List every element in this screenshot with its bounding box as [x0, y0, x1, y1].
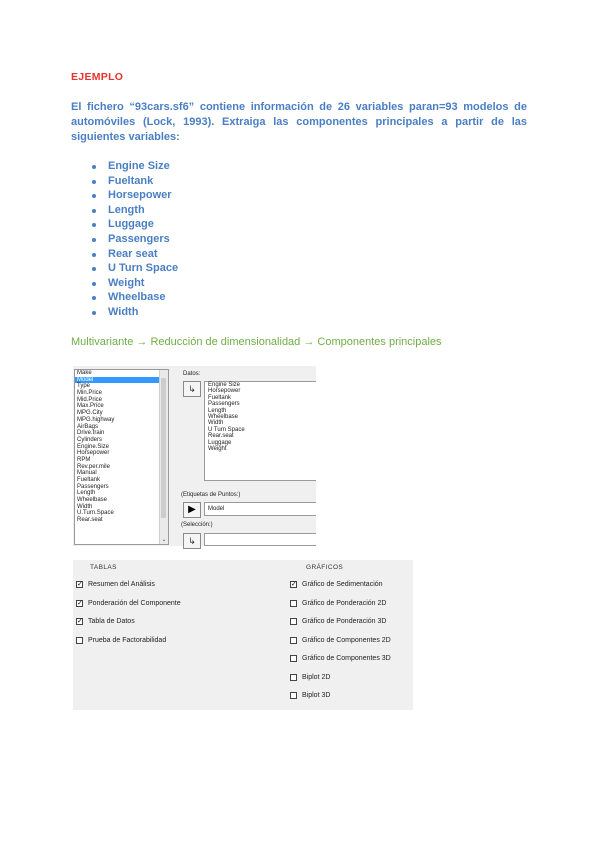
datos-label: Datos:	[183, 371, 201, 377]
variable-list-item[interactable]: Min.Price	[77, 390, 103, 397]
checkbox-unchecked[interactable]	[290, 637, 297, 644]
variable-list-item[interactable]: RPM	[77, 456, 91, 463]
option-label: Tabla de Datos	[88, 618, 135, 625]
variable-list-item[interactable]: Drive.train	[77, 430, 105, 437]
etiquetas-label: (Etiquetas de Puntos:)	[181, 492, 241, 498]
variable-item: Wheelbase	[91, 290, 178, 305]
example-heading: EJEMPLO	[71, 71, 124, 83]
datos-list-item[interactable]: Engine Size	[208, 382, 241, 388]
variable-list-item[interactable]: Horsepower	[77, 450, 110, 457]
variable-item: Weight	[91, 276, 178, 291]
datos-list-item[interactable]: Luggage	[208, 439, 232, 446]
variable-list-item[interactable]: MPG.highway	[77, 416, 115, 423]
variable-list-item[interactable]: Model	[75, 377, 168, 384]
checkbox-unchecked[interactable]	[290, 674, 297, 681]
option-label: Ponderación del Componente	[88, 599, 181, 607]
option-label: Gráfico de Ponderación 2D	[302, 599, 387, 607]
variable-list-item[interactable]: Width	[77, 503, 93, 510]
checkbox-unchecked[interactable]	[290, 600, 297, 607]
option-label: Biplot 2D	[302, 673, 331, 681]
datos-list-item[interactable]: Horsepower	[208, 388, 241, 395]
play-icon: ▶	[188, 504, 196, 515]
variable-item: Fueltank	[91, 174, 178, 189]
option-label: Gráfico de Componentes 3D	[302, 655, 391, 662]
arrow-down-right-icon: ↳	[188, 536, 196, 546]
datos-list-item[interactable]: U Turn Space	[208, 426, 245, 433]
checkbox-checked[interactable]: ✓	[291, 581, 297, 588]
variable-list-item[interactable]: Fueltank	[77, 477, 101, 483]
menu-path: Multivariante → Reducción de dimensionalidad → Componentes principales	[71, 336, 442, 348]
datos-list-item[interactable]: Fueltank	[208, 394, 232, 401]
option-label: Gráfico de Ponderación 3D	[302, 618, 387, 625]
option-label: Gráfico de Componentes 2D	[302, 636, 391, 644]
scrollbar[interactable]	[159, 370, 168, 544]
variable-list-item[interactable]: Mid.Price	[77, 396, 103, 403]
scroll-down-icon[interactable]: ⌄	[161, 537, 167, 543]
variable-item: Length	[91, 203, 178, 218]
add-seleccion-button[interactable]	[183, 533, 201, 549]
variable-item: Luggage	[91, 217, 178, 232]
variable-list-item[interactable]: Max.Price	[77, 403, 104, 410]
datos-list-item[interactable]: Rear.seat	[208, 433, 234, 440]
variable-list-item[interactable]: U.Turn.Space	[77, 510, 114, 517]
variable-list-item[interactable]: AirBags	[77, 423, 99, 430]
variable-list-item[interactable]: Manual	[77, 470, 97, 477]
checkbox-checked[interactable]: ✓	[77, 618, 83, 625]
variable-item: Rear seat	[91, 247, 178, 262]
variable-item: Engine Size	[91, 159, 178, 174]
seleccion-label: (Selección:)	[181, 522, 213, 528]
datos-list-item[interactable]: Width	[208, 420, 224, 427]
etiquetas-input[interactable]: Model	[204, 502, 316, 516]
variable-list-item[interactable]: Passengers	[77, 483, 109, 490]
available-variables-list[interactable]	[74, 369, 169, 545]
variable-list-item[interactable]: Wheelbase	[77, 497, 108, 504]
datos-list-item[interactable]: Length	[208, 407, 227, 414]
variable-item: Width	[91, 305, 178, 320]
add-etiquetas-button[interactable]	[183, 502, 201, 518]
checkbox-unchecked[interactable]	[76, 637, 83, 644]
graficos-title: GRÁFICOS	[306, 564, 344, 571]
checkbox-unchecked[interactable]	[290, 655, 297, 662]
variables-list	[91, 159, 178, 320]
variable-list-item[interactable]: Length	[77, 490, 96, 497]
option-label: Prueba de Factorabilidad	[88, 636, 167, 644]
checkbox-checked[interactable]: ✓	[77, 599, 83, 607]
datos-list-item[interactable]: Weight	[208, 445, 227, 452]
scroll-thumb[interactable]	[161, 378, 166, 518]
variable-list-item[interactable]: Type	[77, 383, 91, 390]
arrow-down-right-icon: ↳	[188, 384, 196, 394]
variable-item: U Turn Space	[91, 261, 178, 276]
checkbox-checked[interactable]: ✓	[77, 581, 83, 588]
intro-paragraph: El fichero “93cars.sf6” contiene información de 26 variables paran=93 modelos de automóviles (Lock, 1993). Extraiga las componentes principales a partir de las siguientes variables:	[71, 101, 527, 143]
variable-list-item[interactable]: Rev.per.mile	[77, 463, 110, 470]
add-datos-button[interactable]	[183, 381, 201, 397]
variable-list-item[interactable]: Engine.Size	[77, 443, 110, 450]
variable-list-item[interactable]: Cylinders	[77, 436, 103, 443]
variable-list-item[interactable]: Make	[77, 370, 92, 376]
variable-list-item[interactable]: MPG.City	[77, 410, 103, 417]
option-label: Gráfico de Sedimentación	[302, 581, 383, 588]
option-label: Biplot 3D	[302, 692, 331, 699]
checkbox-unchecked[interactable]	[290, 618, 297, 625]
variable-item: Horsepower	[91, 188, 178, 203]
datos-list-item[interactable]: Passengers	[208, 401, 240, 408]
option-label: Resumen del Análisis	[88, 581, 155, 588]
options-dialog	[73, 560, 413, 710]
variable-item: Passengers	[91, 232, 178, 247]
checkbox-unchecked[interactable]	[290, 692, 297, 699]
datos-list[interactable]	[204, 381, 316, 481]
variables-dialog	[73, 366, 316, 546]
datos-list-item[interactable]: Wheelbase	[208, 413, 239, 420]
variable-list-item[interactable]: Rear.seat	[77, 517, 103, 524]
tablas-title: TABLAS	[90, 564, 117, 571]
seleccion-input[interactable]	[204, 533, 316, 546]
